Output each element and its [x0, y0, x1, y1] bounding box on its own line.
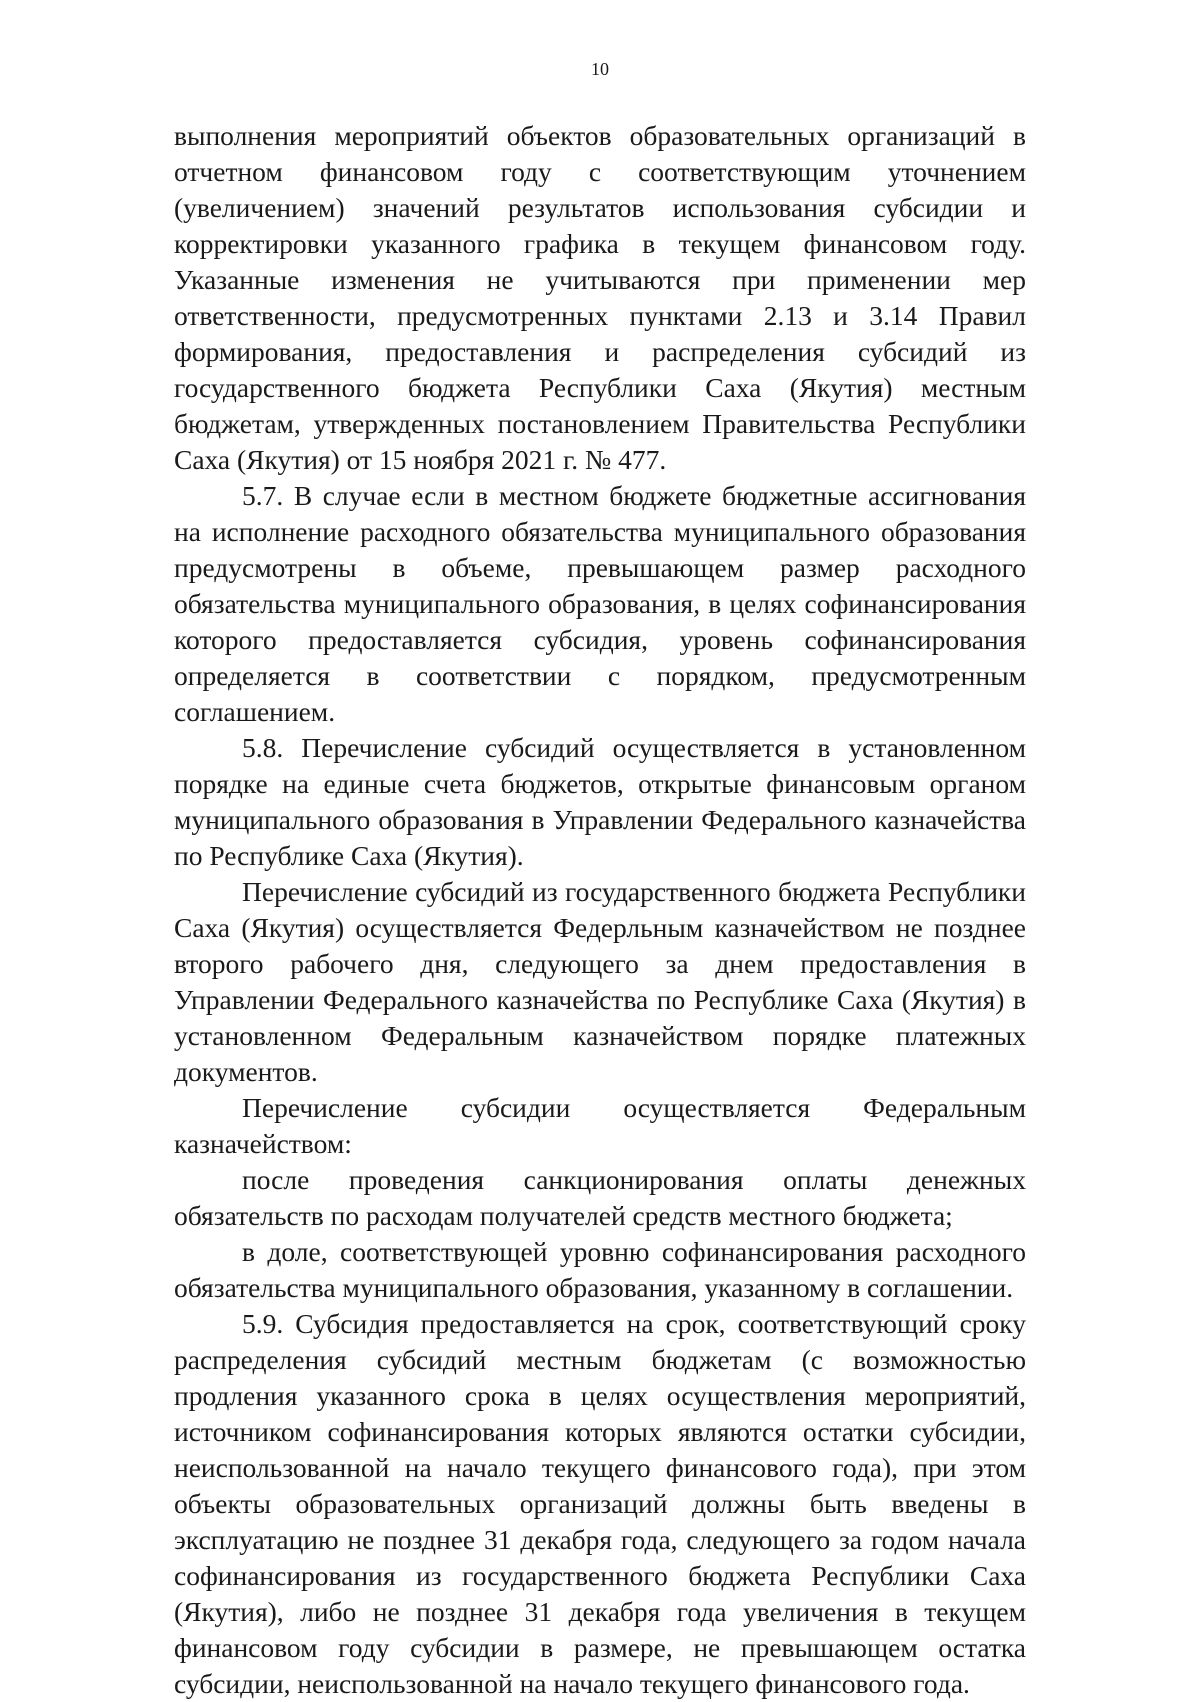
paragraph-transfer-conditions: Перечисление субсидии осуществляется Федеральным казначейством: [174, 1092, 1026, 1159]
paragraph-5-7: 5.7. В случае если в местном бюджете бюджетные ассигнования на исполнение расходного обязательства муниципального образования предусмотрены в объеме, превышающем размер расходного обязательства муниципального образования, в целях софинансирования которого предоставляется субсидия, уровень софинансирования определяется в соответствии с порядком, предусмотренным соглашением. [174, 480, 1026, 727]
document-body [174, 118, 1026, 1702]
paragraph-continued: выполнения мероприятий объектов образовательных организаций в отчетном финансовом году с соответствующим уточнением (увеличением) значений результатов использования субсидии и корректировки указанного графика в текущем финансовом году. Указанные изменения не учитываются при применении мер ответственности, предусмотренных пунктами 2.13 и 3.14 Правил формирования, предоставления и распределения субсидий из государственного бюджета Республики Саха (Якутия) местным бюджетам, утвержденных постановлением Правительства Республики Саха (Якутия) от 15 ноября 2021 г. № 477. [174, 120, 1026, 475]
paragraph-5-9: 5.9. Субсидия предоставляется на срок, соответствующий сроку распределения субсидий местным бюджетам (с возможностью продления указанного срока в целях осуществления мероприятий, источником софинансирования которых являются остатки субсидии, неиспользованной на начало текущего финансового года), при этом объекты образовательных организаций должны быть введены в эксплуатацию не позднее 31 декабря года, следующего за годом начала софинансирования из государственного бюджета Республики Саха (Якутия), либо не позднее 31 декабря года увеличения в текущем финансовом году субсидии в размере, не превышающем остатка субсидии, неиспользованной на начало текущего финансового года. [174, 1308, 1026, 1699]
paragraph-condition-share: в доле, соответствующей уровню софинансирования расходного обязательства муниципального образования, указанному в соглашении. [174, 1236, 1026, 1303]
paragraph-5-8: 5.8. Перечисление субсидий осуществляется в установленном порядке на единые счета бюджетов, открытые финансовым органом муниципального образования в Управлении Федерального казначейства по Республике Саха (Якутия). [174, 732, 1026, 871]
paragraph-condition-authorization: после проведения санкционирования оплаты денежных обязательств по расходам получателей средств местного бюджета; [174, 1164, 1026, 1231]
page-number: 10 [591, 59, 609, 79]
paragraph-transfer-deadline: Перечисление субсидий из государственного бюджета Республики Саха (Якутия) осуществляется Федерльным казначейством не позднее второго рабочего дня, следующего за днем предоставления в Управлении Федерального казначейства по Республике Саха (Якутия) в установленном Федеральным казначейством порядке платежных документов. [174, 876, 1026, 1087]
